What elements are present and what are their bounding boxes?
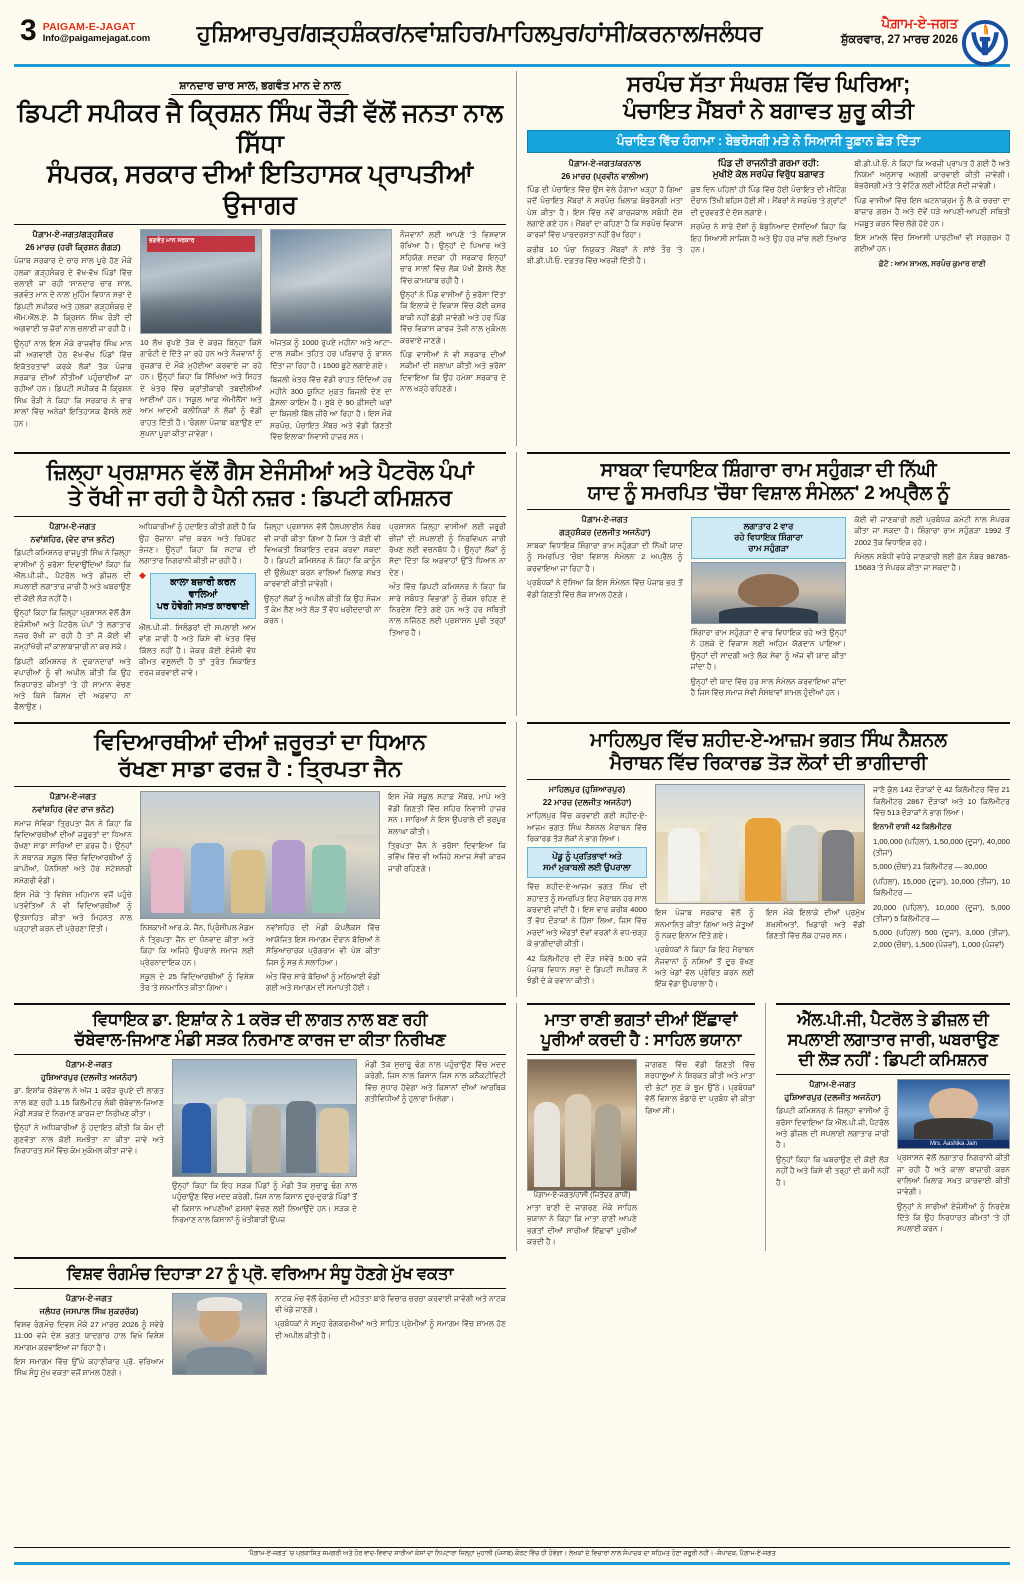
article1-headline-line1: ਡਿਪਟੀ ਸਪੀਕਰ ਜੈ ਕ੍ਰਿਸ਼ਨ ਸਿੰਘ ਰੌੜੀ ਵੱਲੋਂ ਜਨਤਾ ਨਾਲ ਸਿੱਧਾ [17, 99, 503, 158]
article1-col4-p3: ਪਿੰਡ ਵਾਸੀਆਂ ਨੇ ਵੀ ਸਰਕਾਰ ਦੀਆਂ ਸਕੀਮਾਂ ਦੀ ਸ਼ਲਾਘਾ ਕੀਤੀ ਅਤੇ ਭਰੋਸਾ ਦਿਵਾਇਆ ਕਿ ਉਹ ਹਮੇਸ਼ਾ ਸਰਕਾਰ ਦੇ ਨਾਲ ਖੜ੍ਹੇ ਰਹਿਣਗੇ। [400, 349, 506, 394]
article6-col3-p3: ਇਸ ਮਾਮਲੇ ਵਿੱਚ ਸਿਆਸੀ ਪਾਰਟੀਆਂ ਵੀ ਸਰਗਰਮ ਹੋ ਗਈਆਂ ਹਨ। [854, 233, 1011, 254]
article8-col-2 [655, 784, 865, 993]
article6-col-1 [527, 158, 683, 273]
article3-headline-line2: ਰੱਖਣਾ ਸਾਡਾ ਫਰਜ਼ ਹੈ : ਤ੍ਰਿਪਤਾ ਜੈਨ [118, 755, 402, 781]
article1-photo-banner: ਭਗਵੰਤ ਮਾਨ ਸਰਕਾਰ [149, 238, 195, 244]
article6-col1-p1: ਪਿੰਡ ਦੀ ਪੰਚਾਇਤ ਵਿੱਚ ਉਸ ਵੇਲੇ ਹੰਗਾਮਾ ਖੜ੍ਹਾ ਹੋ ਗਿਆ ਜਦੋਂ ਪੰਚਾਇਤ ਮੈਂਬਰਾਂ ਨੇ ਸਰਪੰਚ ਖ਼ਿਲਾਫ਼ ਬੇਭਰੋਸਗੀ ਮਤਾ ਪੇਸ਼ ਕੀਤਾ ਹੈ। ਇਸ ਵਿੱਚ ਨਵੇਂ ਕਾਰਜਕਾਲ ਸਬੰਧੀ ਦੋਸ਼ ਲਗਾਏ ਗਏ ਹਨ। ਮੈਂਬਰਾਂ ਦਾ ਕਹਿਣਾ ਹੈ ਕਿ ਸਰਪੰਚ ਵਿਕਾਸ ਕਾਰਜਾਂ ਵਿੱਚ ਪਾਰਦਰਸ਼ਤਾ ਨਹੀਂ ਰੱਖ ਰਿਹਾ। [527, 184, 683, 240]
article8-highlight-box [527, 847, 647, 878]
article8-col1-p2: ਵਿੱਚ ਸ਼ਹੀਦ-ਏ-ਆਜ਼ਮ ਭਗਤ ਸਿੰਘ ਦੀ ਸ਼ਹਾਦਤ ਨੂੰ ਸਮਰਪਿਤ ਇਹ ਮੈਰਾਥਨ ਹਰ ਸਾਲ ਕਰਵਾਈ ਜਾਂਦੀ ਹੈ। ਇਸ ਵਾਰ ਕਰੀਬ 4000 ਤੋਂ ਵੱਧ ਦੌੜਾਕਾਂ ਨੇ ਹਿੱਸਾ ਲਿਆ, ਜਿਸ ਵਿੱਚ ਮਰਦਾਂ ਅਤੇ ਔਰਤਾਂ ਦੋਵਾਂ ਵਰਗਾਂ ਨੇ ਵਧ-ਚੜ੍ਹ ਕੇ ਭਾਗੀਦਾਰੀ ਕੀਤੀ। [527, 882, 647, 949]
article7-headline-line2: ਯਾਦ ਨੂੰ ਸਮਰਪਿਤ 'ਚੌਥਾ ਵਿਸ਼ਾਲ ਸੰਮੇਲਨ' 2 ਅਪ੍ਰੈਲ ਨੂੰ [587, 482, 950, 504]
article9-col1-p1: ਮਾਤਾ ਰਾਣੀ ਦੇ ਜਾਗਰਣ ਮੌਕੇ ਸਾਹਿਲ ਭਯਾਨਾ ਨੇ ਕਿਹਾ ਕਿ ਮਾਤਾ ਰਾਣੀ ਆਪਣੇ ਭਗਤਾਂ ਦੀਆਂ ਸਾਰੀਆਂ ਇੱਛਾਵਾਂ ਪੂਰੀਆਂ ਕਰਦੀ ਹੈ। [527, 1203, 637, 1247]
article3-byline-line1: ਪੈਗ਼ਾਮ-ਏ-ਜਗਤ [49, 792, 97, 802]
article1-col2-p1: 10 ਲੱਖ ਰੁਪਏ ਤੱਕ ਦੇ ਕਰਜ਼ ਬਿਨ੍ਹਾ ਕਿਸੇ ਗਾਰੰਟੀ ਦੇ ਦਿੱਤੇ ਜਾ ਰਹੇ ਹਨ ਅਤੇ ਨੌਜਵਾਨਾਂ ਨੂੰ ਰੁਜ਼ਗਾਰ ਦੇ ਮੌਕੇ ਮੁਹੱਈਆ ਕਰਵਾਏ ਜਾ ਰਹੇ ਹਨ। ਉਨ੍ਹਾਂ ਕਿਹਾ ਕਿ ਸਿੱਖਿਆ ਅਤੇ ਸਿਹਤ ਦੇ ਖੇਤਰ ਵਿੱਚ ਕ੍ਰਾਂਤੀਕਾਰੀ ਤਬਦੀਲੀਆਂ ਆਈਆਂ ਹਨ। 'ਸਕੂਲ ਆਫ਼ ਐਮੀਨੈਂਸ' ਅਤੇ ਆਮ ਆਦਮੀ ਕਲੀਨਿਕਾਂ ਨੇ ਲੋਕਾਂ ਨੂੰ ਵੱਡੀ ਰਾਹਤ ਦਿੱਤੀ ਹੈ। 'ਰੰਗਲਾ ਪੰਜਾਬ' ਬਣਾਉਣ ਦਾ ਸੁਪਨਾ ਪੂਰਾ ਕੀਤਾ ਜਾਵੇਗਾ। [140, 338, 262, 439]
article6-subnote-line1: ਪਿੰਡ ਦੀ ਰਾਜਨੀਤੀ ਗਰਮਾ ਰਹੀ: [717, 157, 820, 168]
article4-road-inspection-photo [172, 1059, 357, 1177]
article6-signoff: ਫ਼ੋਟੋ : ਆਮ ਸ਼ਾਮਲ, ਸਰਪੰਚ ਕੁਮਾਰ ਰਾਣੀ [878, 258, 986, 268]
article2-bullet-line2: ਪਰ ਹੋਵੇਗੀ ਸਖ਼ਤ ਕਾਰਵਾਈ [156, 601, 250, 613]
article2-col2-p1: ਅਧਿਕਾਰੀਆਂ ਨੂੰ ਹਦਾਇਤ ਕੀਤੀ ਗਈ ਹੈ ਕਿ ਉਹ ਰੋਜ਼ਾਨਾ ਜਾਂਚ ਕਰਨ ਅਤੇ ਰਿਪੋਰਟ ਭੇਜਣ। ਉਨ੍ਹਾਂ ਕਿਹਾ ਕਿ ਸਟਾਕ ਦੀ ਲਗਾਤਾਰ ਨਿਗਰਾਨੀ ਕੀਤੀ ਜਾ ਰਹੀ ਹੈ। [139, 522, 256, 566]
article10-byline-line1: ਪੈਗ਼ਾਮ-ਏ-ਜਗਤ [809, 1080, 856, 1090]
article10-col1-p1: ਡਿਪਟੀ ਕਮਿਸ਼ਨਰ ਨੇ ਜ਼ਿਲ੍ਹਾ ਵਾਸੀਆਂ ਨੂੰ ਭਰੋਸਾ ਦਿਵਾਇਆ ਕਿ ਐੱਲ.ਪੀ.ਜੀ, ਪੈਟਰੋਲ ਅਤੇ ਡੀਜ਼ਲ ਦੀ ਸਪਲਾਈ ਲਗਾਤਾਰ ਜਾਰੀ ਹੈ। [776, 1106, 889, 1150]
article8-headline-line1: ਮਾਹਿਲਪੁਰ ਵਿੱਚ ਸ਼ਹੀਦ-ਏ-ਆਜ਼ਮ ਭਗਤ ਸਿੰਘ ਨੈਸ਼ਨਲ [590, 729, 947, 751]
article2-col4-p2: ਅੰਤ ਵਿੱਚ ਡਿਪਟੀ ਕਮਿਸ਼ਨਰ ਨੇ ਕਿਹਾ ਕਿ ਸਾਰੇ ਸਬੰਧਤ ਵਿਭਾਗਾਂ ਨੂੰ ਚੌਕਸ ਰਹਿਣ ਦੇ ਨਿਰਦੇਸ਼ ਦਿੱਤੇ ਗਏ ਹਨ ਅਤੇ ਹਰ ਸਥਿਤੀ ਨਾਲ ਨਜਿੱਠਣ ਲਈ ਪ੍ਰਸ਼ਾਸਨ ਪੂਰੀ ਤਰ੍ਹਾਂ ਤਿਆਰ ਹੈ। [389, 582, 506, 637]
article6-subnote-line2: ਮੁਖੀਏ ਕੋਲ ਸਰਪੰਚ ਵਿਰੁੱਧ ਬਗਾਵਤ [712, 169, 825, 180]
article4-byline-line1: ਪੈਗ਼ਾਮ-ਏ-ਜਗਤ [65, 1060, 113, 1070]
article3-col1-p1: ਸਮਾਜ ਸੇਵਿਕਾ ਤ੍ਰਿਪਤਾ ਜੈਨ ਨੇ ਕਿਹਾ ਕਿ ਵਿਦਿਆਰਥੀਆਂ ਦੀਆਂ ਜ਼ਰੂਰਤਾਂ ਦਾ ਧਿਆਨ ਰੱਖਣਾ ਸਾਡਾ ਸਾਰਿਆਂ ਦਾ ਫ਼ਰਜ਼ ਹੈ। ਉਨ੍ਹਾਂ ਨੇ ਸਥਾਨਕ ਸਕੂਲ ਵਿੱਚ ਵਿਦਿਆਰਥੀਆਂ ਨੂੰ ਕਾਪੀਆਂ, ਪੈਨਸਿਲਾਂ ਅਤੇ ਹੋਰ ਸਟੇਸ਼ਨਰੀ ਸਮੱਗਰੀ ਵੰਡੀ। [14, 818, 132, 885]
article7-col2-p2: ਉਨ੍ਹਾਂ ਦੀ ਯਾਦ ਵਿੱਚ ਹਰ ਸਾਲ ਸੰਮੇਲਨ ਕਰਵਾਇਆ ਜਾਂਦਾ ਹੈ ਜਿਸ ਵਿੱਚ ਸਮਾਜ ਸੇਵੀ ਸੰਸਥਾਵਾਂ ਸ਼ਾਮਲ ਹੁੰਦੀਆਂ ਹਨ। [690, 676, 847, 697]
article-gas-agencies-watch [14, 452, 506, 716]
article1-col-3 [270, 229, 392, 446]
article2-bullet-line1: ਕਾਲਾ ਬਜ਼ਾਰੀ ਕਰਨ ਵਾਲਿਆਂ [170, 576, 236, 601]
article1-photo-gathering [270, 229, 392, 334]
article3-col1-p2: ਇਸ ਮੌਕੇ 'ਤੇ ਵਿਸ਼ੇਸ਼ ਮਹਿਮਾਨ ਵਜੋਂ ਪਹੁੰਚੇ ਪਤਵੰਤਿਆਂ ਨੇ ਵੀ ਵਿਦਿਆਰਥੀਆਂ ਨੂੰ ਉਤਸ਼ਾਹਿਤ ਕੀਤਾ ਅਤੇ ਮਿਹਨਤ ਨਾਲ ਪੜ੍ਹਾਈ ਕਰਨ ਦੀ ਪ੍ਰੇਰਣਾ ਦਿੱਤੀ। [14, 889, 132, 934]
article7-portrait-photo [691, 562, 847, 624]
footer-disclaimer: 'ਪੈਗ਼ਾਮ-ਏ-ਜਗਤ' 'ਚ ਪ੍ਰਕਾਸ਼ਿਤ ਸਮਗਰੀ ਅਤੇ ਹੋਰ ਵਾਦ-ਵਿਵਾਦ ਸਾਰੀਆਂ ਕੇਸਾਂ ਦਾ ਨਿਪਟਾਰਾ ਜ਼ਿਲ੍ਹਾ ਮੁਹਾਲੀ (ਪੰਜਾਬ) ਕੋਰਟ ਵਿੱਚ ਹੀ ਹੋਵੇਗਾ। ਲੇਖਕਾਂ ਦੇ ਵਿਚਾਰਾਂ ਨਾਲ ਸੰਪਾਦਕ ਦਾ ਸਹਿਮਤ ਹੋਣਾ ਜ਼ਰੂਰੀ ਨਹੀਂ। -ਸੰਪਾਦਕ, ਪੈਗ਼ਾਮ-ਏ-ਜਗਤ [248, 1550, 776, 1557]
article9-col-1 [527, 1059, 637, 1251]
article10-col-1 [776, 1079, 889, 1238]
article8-prize-4: 5,000 (ਪਹਿਲਾ) 500 (ਦੂਜਾ), 3,000 (ਤੀਜਾ), 2,000 (ਚੌਥਾ), 1,500 (ਪੰਜਵਾਂ), 1,000 (ਪੰਜਵਾਂ) [873, 928, 1010, 949]
article2-byline-line2: ਨਵਾਂਸ਼ਹਿਰ, (ਵੇਦ ਰਾਜ ਭਨੋਟ) [30, 535, 115, 545]
article6-byline-line1: ਪੈਗ਼ਾਮ-ਏ-ਜਗਤ/ਕਰਨਾਲ [568, 158, 642, 168]
article1-col4-p2: ਉਨ੍ਹਾਂ ਨੇ ਪਿੰਡ ਵਾਸੀਆਂ ਨੂੰ ਭਰੋਸਾ ਦਿੱਤਾ ਕਿ ਇਲਾਕੇ ਦੇ ਵਿਕਾਸ ਵਿੱਚ ਕੋਈ ਕਸਰ ਬਾਕੀ ਨਹੀਂ ਛੱਡੀ ਜਾਵੇਗੀ ਅਤੇ ਹਰ ਪਿੰਡ ਵਿੱਚ ਵਿਕਾਸ ਕਾਰਜ ਤੇਜ਼ੀ ਨਾਲ ਮੁਕੰਮਲ ਕਰਵਾਏ ਜਾਣਗੇ। [400, 289, 506, 345]
article9-jagran-photo [527, 1059, 637, 1191]
article3-col4-p2: ਤ੍ਰਿਪਤਾ ਜੈਨ ਨੇ ਭਰੋਸਾ ਦਿਵਾਇਆ ਕਿ ਭਵਿੱਖ ਵਿੱਚ ਵੀ ਅਜਿਹੇ ਸਮਾਜ ਸੇਵੀ ਕਾਰਜ ਜਾਰੀ ਰਹਿਣਗੇ। [388, 840, 506, 873]
publication-logo-text: ਪੈਗ਼ਾਮ-ਏ-ਜਗਤ [881, 15, 958, 31]
article4-headline-line2: ਚੱਬੇਵਾਲ-ਜਿਆਣ ਮੰਡੀ ਸੜਕ ਨਿਰਮਾਣ ਕਾਰਜ ਦਾ ਕੀਤਾ ਨਿਰੀਖਣ [74, 1030, 446, 1049]
article-chabbewal-road [14, 1003, 506, 1251]
article1-columns [14, 229, 506, 446]
article3-col-1 [14, 791, 132, 996]
article9-headline-line1: ਮਾਤਾ ਰਾਣੀ ਭਗਤਾਂ ਦੀਆਂ ਇੱਛਾਵਾਂ [544, 1010, 738, 1029]
article2-col4-p1: ਪ੍ਰਸ਼ਾਸਨ ਜ਼ਿਲ੍ਹਾ ਵਾਸੀਆਂ ਲਈ ਜ਼ਰੂਰੀ ਚੀਜ਼ਾਂ ਦੀ ਸਪਲਾਈ ਨੂੰ ਨਿਰਵਿਘਨ ਜਾਰੀ ਰੱਖਣ ਲਈ ਵਚਨਬੱਧ ਹੈ। ਉਨ੍ਹਾਂ ਲੋਕਾਂ ਨੂੰ ਸੱਦਾ ਦਿੱਤਾ ਕਿ ਅਫ਼ਵਾਹਾਂ ਉੱਤੇ ਧਿਆਨ ਨਾ ਦੇਣ। [389, 522, 506, 577]
article3-col-2 [140, 791, 380, 996]
article10-byline-line2: ਹੁਸ਼ਿਆਰਪੁਰ (ਦਲਜੀਤ ਅਜਨੋਹਾ) [784, 1093, 881, 1103]
article1-byline-line2: 26 ਮਾਰਚ (ਹਰੀ ਕ੍ਰਿਸ਼ਨ ਗੰਗੜ) [25, 243, 121, 253]
article5-col-1 [14, 1293, 164, 1382]
masthead-right [795, 16, 1010, 47]
article2-col-4 [389, 521, 506, 716]
article2-highlight-box [150, 573, 256, 619]
article7-byline-line2: ਗੜ੍ਹਸ਼ੰਕਰ (ਦਲਜੀਤ ਅਜਨੋਹਾ) [559, 527, 651, 537]
article7-col1-p2: ਪ੍ਰਬੰਧਕਾਂ ਨੇ ਦੱਸਿਆ ਕਿ ਇਸ ਸੰਮੇਲਨ ਵਿੱਚ ਪੰਜਾਬ ਭਰ ਤੋਂ ਵੱਡੀ ਗਿਣਤੀ ਵਿੱਚ ਲੋਕ ਸ਼ਾਮਲ ਹੋਣਗੇ। [527, 578, 683, 599]
article8-bullet-line1: ਪੇਂਡੂ ਨੂੰ ਪ੍ਰਤਿਭਾਵਾਂ ਅਤੇ [552, 851, 622, 862]
publication-name-small: PAIGAM-E-JAGAT [42, 20, 136, 33]
article9-columns [527, 1059, 755, 1251]
article8-col1-p3: 42 ਕਿਲੋਮੀਟਰ ਦੀ ਦੌੜ ਸਵੇਰੇ 5:00 ਵਜੇ ਪੰਜਾਬ ਵਿਧਾਨ ਸਭਾ ਦੇ ਡਿਪਟੀ ਸਪੀਕਰ ਨੇ ਝੰਡੀ ਦੇ ਕੇ ਰਵਾਨਾ ਕੀਤੀ। [527, 953, 647, 986]
article5-col1-p1: ਵਿਸ਼ਵ ਰੰਗਮੰਚ ਦਿਵਸ ਮੌਕੇ 27 ਮਾਰਚ 2026 ਨੂੰ ਸਵੇਰੇ 11:00 ਵਜੇ ਦੇਸ਼ ਭਗਤ ਯਾਦਗਾਰ ਹਾਲ ਵਿਖੇ ਵਿਸ਼ੇਸ਼ ਸਮਾਗਮ ਕਰਵਾਇਆ ਜਾ ਰਿਹਾ ਹੈ। [14, 1319, 164, 1352]
article6-col3-p2: ਪਿੰਡ ਵਾਸੀਆਂ ਵਿੱਚ ਇਸ ਘਟਨਾਕ੍ਰਮ ਨੂੰ ਲੈ ਕੇ ਚਰਚਾ ਦਾ ਬਾਜ਼ਾਰ ਗਰਮ ਹੈ ਅਤੇ ਦੋਵੇਂ ਧੜੇ ਆਪਣੀ-ਆਪਣੀ ਸਥਿਤੀ ਮਜ਼ਬੂਤ ਕਰਨ ਵਿੱਚ ਲੱਗੇ ਹੋਏ ਹਨ। [854, 195, 1011, 228]
article1-col3-p2: ਬਿਜਲੀ ਖੇਤਰ ਵਿੱਚ ਵੱਡੀ ਰਾਹਤ ਦਿੰਦਿਆਂ ਹਰ ਮਹੀਨੇ 300 ਯੂਨਿਟ ਮੁਫ਼ਤ ਬਿਜਲੀ ਦੇਣ ਦਾ ਫ਼ੈਸਲਾ ਕਾਇਮ ਹੈ। ਸੂਬੇ ਦੇ 90 ਫ਼ੀਸਦੀ ਘਰਾਂ ਦਾ ਬਿਜਲੀ ਬਿੱਲ ਜ਼ੀਰੋ ਆ ਰਿਹਾ ਹੈ। ਇਸ ਮੌਕੇ ਸਰਪੰਚ, ਪੰਚਾਇਤ ਮੈਂਬਰ ਅਤੇ ਵੱਡੀ ਗਿਣਤੀ ਵਿੱਚ ਇਲਾਕਾ ਨਿਵਾਸੀ ਹਾਜ਼ਰ ਸਨ। [270, 375, 392, 442]
article-sarpanch-power-struggle [516, 71, 1010, 446]
article8-prize-2: (ਪਹਿਲਾ), 15,000 (ਦੂਜਾ), 10,000 (ਤੀਜਾ), 10 ਕਿਲੋਮੀਟਰ — [873, 876, 1010, 898]
article8-prizes-intro: ਜਾਣੋ ਕੁੱਲ 142 ਦੌੜਾਕਾਂ ਦੇ 42 ਕਿਲੋਮੀਟਰ ਵਿੱਚ 21 ਕਿਲੋਮੀਟਰ 2867 ਦੌੜਾਕਾਂ ਅਤੇ 10 ਕਿਲੋਮੀਟਰ ਵਿੱਚ 513 ਦੌੜਾਕਾਂ ਨੇ ਭਾਗ ਲਿਆ। [873, 785, 1010, 817]
article10-col2-p2: ਉਨ੍ਹਾਂ ਨੇ ਸਾਰੀਆਂ ਏਜੰਸੀਆਂ ਨੂੰ ਨਿਰਦੇਸ਼ ਦਿੱਤੇ ਕਿ ਉਹ ਨਿਰਧਾਰਤ ਕੀਮਤਾਂ 'ਤੇ ਹੀ ਸਪਲਾਈ ਕਰਨ। [897, 1201, 1010, 1234]
contact-email: Info@paigamejagat.com [42, 32, 151, 44]
article7-bullet-line2: ਰਹੇ ਵਿਧਾਇਕ ਸ਼ਿੰਗਾਰਾ [734, 531, 803, 542]
article7-col-2 [691, 514, 847, 701]
article6-col1-p2: ਕਰੀਬ 10 'ਪੰਚ' ਨਿਯੁਕਤ ਮੈਂਬਰਾਂ ਨੇ ਸਾਂਝੇ ਤੌਰ 'ਤੇ ਬੀ.ਡੀ.ਪੀ.ਓ. ਦਫ਼ਤਰ ਵਿੱਚ ਅਰਜ਼ੀ ਦਿੱਤੀ ਹੈ। [527, 244, 683, 266]
article5-col1-p2: ਇਸ ਸਮਾਗਮ ਵਿੱਚ ਉੱਘੇ ਕਹਾਣੀਕਾਰ ਪ੍ਰੋ. ਵਰਿਆਮ ਸਿੰਘ ਸੰਧੂ ਮੁੱਖ ਵਕਤਾ ਵਜੋਂ ਸ਼ਾਮਲ ਹੋਣਗੇ। [14, 1357, 164, 1378]
article1-kicker-wrap [14, 76, 506, 95]
article3-col-4 [388, 791, 506, 996]
article1-col-4 [400, 229, 506, 446]
article1-byline-line1: ਪੈਗ਼ਾਮ-ਏ-ਜਗਤ/ਗੜ੍ਹਸ਼ੰਕਰ [32, 230, 114, 239]
article-lpg-supply [765, 1003, 1010, 1251]
article5-byline-line1: ਪੈਗ਼ਾਮ-ਏ-ਜਗਤ [65, 1293, 113, 1303]
article1-col-2 [140, 229, 262, 446]
article6-col3-p1: ਬੀ.ਡੀ.ਪੀ.ਓ. ਨੇ ਕਿਹਾ ਕਿ ਅਰਜ਼ੀ ਪ੍ਰਾਪਤ ਹੋ ਗਈ ਹੈ ਅਤੇ ਨਿਯਮਾਂ ਅਨੁਸਾਰ ਅਗਲੀ ਕਾਰਵਾਈ ਕੀਤੀ ਜਾਵੇਗੀ। ਬੇਭਰੋਸਗੀ ਮਤੇ 'ਤੇ ਵੋਟਿੰਗ ਲਈ ਮੀਟਿੰਗ ਸੱਦੀ ਜਾਵੇਗੀ। [854, 158, 1011, 191]
page-number: 3 [20, 13, 37, 47]
article5-portrait-wrap [172, 1293, 267, 1382]
article-mata-rani-jagran [516, 1003, 755, 1251]
article8-bullet-line2: ਸਮਾਂ ਮੁਕਾਬਲੀ ਲਈ ਉਪਰਾਲਾ [543, 862, 631, 873]
edition-list: ਹੁਸ਼ਿਆਰਪੁਰ/ਗੜ੍ਹਸ਼ੰਕਰ/ਨਵਾਂਸ਼ਹਿਰ/ਮਾਹਿਲਪੁਰ/ਹਾਂਸੀ/ਕਰਨਾਲ/ਜਲੰਧਰ [196, 19, 763, 46]
article10-col1-p2: ਉਨ੍ਹਾਂ ਕਿਹਾ ਕਿ ਘਬਰਾਉਣ ਦੀ ਕੋਈ ਲੋੜ ਨਹੀਂ ਹੈ ਅਤੇ ਕਿਸੇ ਵੀ ਤਰ੍ਹਾਂ ਦੀ ਕਮੀ ਨਹੀਂ ਹੈ। [776, 1154, 889, 1187]
article6-subbar: ਪੰਚਾਇਤ ਵਿੱਚ ਹੰਗਾਮਾ : ਬੇਭਰੋਸਗੀ ਮਤੇ ਨੇ ਸਿਆਸੀ ਤੂਫ਼ਾਨ ਛੇੜ ਦਿੱਤਾ [527, 130, 1010, 153]
article4-col-3 [365, 1059, 506, 1229]
article6-headline-line1: ਸਰਪੰਚ ਸੱਤਾ ਸੰਘਰਸ਼ ਵਿੱਚ ਘਿਰਿਆ; [626, 71, 911, 96]
article8-columns [527, 784, 1010, 993]
article6-col2-p2: ਸਰਪੰਚ ਨੇ ਸਾਰੇ ਦੋਸ਼ਾਂ ਨੂੰ ਬੇਬੁਨਿਆਦ ਦੱਸਦਿਆਂ ਕਿਹਾ ਕਿ ਇਹ ਸਿਆਸੀ ਸਾਜ਼ਿਸ਼ ਹੈ ਅਤੇ ਉਹ ਹਰ ਜਾਂਚ ਲਈ ਤਿਆਰ ਹਨ। [690, 222, 847, 254]
article8-col-prizes [873, 784, 1010, 993]
article8-headline-line2: ਮੈਰਾਥਨ ਵਿੱਚ ਰਿਕਾਰਡ ਤੋੜ ਲੋਕਾਂ ਦੀ ਭਾਗੀਦਾਰੀ [609, 752, 928, 774]
article10-headline-line3: ਦੀ ਲੋੜ ਨਹੀਂ : ਡਿਪਟੀ ਕਮਿਸ਼ਨਰ [798, 1051, 988, 1070]
article2-col1-p1: ਡਿਪਟੀ ਕਮਿਸ਼ਨਰ ਰਾਜਪੂਤੀ ਸਿੰਘ ਨੇ ਜ਼ਿਲ੍ਹਾ ਵਾਸੀਆਂ ਨੂੰ ਭਰੋਸਾ ਦਿਵਾਉਂਦਿਆਂ ਕਿਹਾ ਕਿ ਐੱਲ.ਪੀ.ਜੀ., ਪੈਟਰੋਲ ਅਤੇ ਡੀਜ਼ਲ ਦੀ ਸਪਲਾਈ ਲਗਾਤਾਰ ਜਾਰੀ ਹੈ ਅਤੇ ਘਬਰਾਉਣ ਦੀ ਕੋਈ ਲੋੜ ਨਹੀਂ ਹੈ। [14, 548, 131, 603]
masthead-rule [14, 64, 1010, 67]
article1-headline-line2: ਸੰਪਰਕ, ਸਰਕਾਰ ਦੀਆਂ ਇਤਿਹਾਸਕ ਪ੍ਰਾਪਤੀਆਂ ਉਜਾਗਰ [47, 160, 473, 219]
article9-col-2 [645, 1059, 755, 1251]
masthead [14, 0, 1010, 62]
article5-columns [14, 1293, 506, 1382]
article7-byline-line1: ਪੈਗ਼ਾਮ-ਏ-ਜਗਤ [581, 514, 629, 524]
article7-bullet-line1: ਲਗਾਤਾਰ 2 ਵਾਰ [743, 520, 794, 531]
article5-speaker-portrait [172, 1293, 267, 1375]
article8-byline-line1: ਮਾਹਿਲਪੁਰ (ਹੁਸ਼ਿਆਰਪੁਰ) [548, 785, 626, 795]
article8-byline-line2: 22 ਮਾਰਚ (ਦਲਜੀਤ ਅਜਨੋਹਾ) [542, 798, 632, 808]
article4-columns [14, 1059, 506, 1229]
article6-col2-p1: ਕੁਝ ਦਿਨ ਪਹਿਲਾਂ ਹੀ ਪਿੰਡ ਵਿੱਚ ਹੋਈ ਪੰਚਾਇਤ ਦੀ ਮੀਟਿੰਗ ਦੌਰਾਨ ਤਿੱਖੀ ਬਹਿਸ ਹੋਈ ਸੀ। ਮੈਂਬਰਾਂ ਨੇ ਸਰਪੰਚ 'ਤੇ ਗ੍ਰਾਂਟਾਂ ਦੀ ਦੁਰਵਰਤੋਂ ਦੇ ਦੋਸ਼ ਲਗਾਏ। [690, 185, 847, 217]
article1-col-1 [14, 229, 132, 446]
article4-col2-p1: ਉਨ੍ਹਾਂ ਕਿਹਾ ਕਿ ਇਹ ਸੜਕ ਪਿੰਡਾਂ ਨੂੰ ਮੰਡੀ ਤੱਕ ਸੁਚਾਰੂ ਢੰਗ ਨਾਲ ਪਹੁੰਚਾਉਣ ਵਿੱਚ ਮਦਦ ਕਰੇਗੀ, ਜਿਸ ਨਾਲ ਕਿਸਾਨ ਦੂਰ-ਦੁਰਾਡੇ ਪਿੰਡਾਂ ਤੋਂ ਵੀ ਕਿਸਾਨ ਆਪਣੀਆਂ ਫ਼ਸਲਾਂ ਵੇਚਣ ਲਈ ਲਿਆਉਂਦੇ ਹਨ। ਸੜਕ ਦੇ ਨਿਰਮਾਣ ਨਾਲ ਕਿਸਾਨਾਂ ਨੂੰ ਖੇਤੀਬਾੜੀ ਉਪਜ [172, 1181, 357, 1225]
article1-kicker: ਸ਼ਾਨਦਾਰ ਚਾਰ ਸਾਲ, ਭਗਵੰਤ ਮਾਨ ਦੇ ਨਾਲ [171, 80, 349, 95]
article2-col3-p2: ਉਨ੍ਹਾਂ ਲੋਕਾਂ ਨੂੰ ਅਪੀਲ ਕੀਤੀ ਕਿ ਉਹ ਸੰਜਮ ਤੋਂ ਕੰਮ ਲੈਣ ਅਤੇ ਲੋੜ ਤੋਂ ਵੱਧ ਖ਼ਰੀਦਦਾਰੀ ਨਾ ਕਰਨ। [264, 593, 381, 626]
article5-col-2 [275, 1293, 506, 1382]
article10-dc-portrait [897, 1079, 1010, 1149]
masthead-left [14, 13, 164, 47]
article2-bullet-row [139, 570, 256, 622]
article9-caption: ਪੈਗ਼ਾਮ-ਏ-ਜਗਤ/ਹਾਂਸੀ (ਜਿਤੇਂਦਰ ਗਾਂਧੀ) [533, 1192, 631, 1200]
article7-col3-p2: ਸੰਮੇਲਨ ਸਬੰਧੀ ਵਧੇਰੇ ਜਾਣਕਾਰੀ ਲਈ ਫ਼ੋਨ ਨੰਬਰ 98785-15683 'ਤੇ ਸੰਪਰਕ ਕੀਤਾ ਜਾ ਸਕਦਾ ਹੈ। [854, 552, 1011, 573]
article7-col-3 [854, 514, 1010, 701]
page-footer [14, 1547, 1010, 1565]
article4-col1-p1: ਡਾ. ਇਸ਼ਾਂਕ ਚੱਬੇਵਾਲ ਨੇ ਅੱਜ 1 ਕਰੋੜ ਰੁਪਏ ਦੀ ਲਾਗਤ ਨਾਲ ਬਣ ਰਹੀ 1.15 ਕਿਲੋਮੀਟਰ ਲੰਬੀ ਚੱਬੇਵਾਲ-ਜਿਆਣ ਮੰਡੀ ਸੜਕ ਦੇ ਨਿਰਮਾਣ ਕਾਰਜ ਦਾ ਨਿਰੀਖਣ ਕੀਤਾ। [14, 1086, 164, 1118]
torch-logo-icon [962, 20, 1008, 66]
article6-byline-line2: 26 ਮਾਰਚ (ਪ੍ਰਵੀਨ ਵਾਲੀਆ) [561, 171, 649, 181]
article6-col-3 [854, 158, 1010, 273]
article8-col-1 [527, 784, 647, 993]
article9-headline-line2: ਪੂਰੀਆਂ ਕਰਦੀ ਹੈ : ਸਾਹਿਲ ਭਯਾਨਾ [540, 1030, 742, 1049]
article7-bullet-line3: ਰਾਮ ਸਹੁੰਗੜਾ [748, 542, 789, 553]
article10-columns [776, 1079, 1010, 1238]
article2-col1-p3: ਡਿਪਟੀ ਕਮਿਸ਼ਨਰ ਨੇ ਦੁਕਾਨਦਾਰਾਂ ਅਤੇ ਵਪਾਰੀਆਂ ਨੂੰ ਵੀ ਅਪੀਲ ਕੀਤੀ ਕਿ ਉਹ ਨਿਰਧਾਰਤ ਕੀਮਤਾਂ 'ਤੇ ਹੀ ਸਾਮਾਨ ਵੇਚਣ ਅਤੇ ਕਿਸੇ ਕਿਸਮ ਦੀ ਅਫ਼ਵਾਹ ਨਾ ਫੈਲਾਉਣ। [14, 656, 131, 712]
article8-col2-p3: ਇਸ ਮੌਕੇ ਇਲਾਕੇ ਦੀਆਂ ਪ੍ਰਮੁੱਖ ਸ਼ਖ਼ਸੀਅਤਾਂ, ਖਿਡਾਰੀ ਅਤੇ ਵੱਡੀ ਗਿਣਤੀ ਵਿੱਚ ਲੋਕ ਹਾਜ਼ਰ ਸਨ। [766, 908, 865, 940]
article3-col4-p1: ਇਸ ਮੌਕੇ ਸਕੂਲ ਸਟਾਫ਼ ਮੈਂਬਰ, ਮਾਪੇ ਅਤੇ ਵੱਡੀ ਗਿਣਤੀ ਵਿੱਚ ਸ਼ਹਿਰ ਨਿਵਾਸੀ ਹਾਜ਼ਰ ਸਨ। ਸਾਰਿਆਂ ਨੇ ਇਸ ਉਪਰਾਲੇ ਦੀ ਭਰਪੂਰ ਸ਼ਲਾਘਾ ਕੀਤੀ। [388, 792, 506, 836]
article3-byline-line2: ਨਵਾਂਸ਼ਹਿਰ (ਵੇਦ ਰਾਜ ਭਨੋਟ) [32, 805, 114, 815]
article8-col1-p1: ਮਾਹਿਲਪੁਰ ਵਿੱਚ ਕਰਵਾਈ ਗਈ ਸ਼ਹੀਦ-ਏ-ਆਜ਼ਮ ਭਗਤ ਸਿੰਘ ਨੈਸ਼ਨਲ ਮੈਰਾਥਨ ਵਿੱਚ ਰਿਕਾਰਡ ਤੋੜ ਲੋਕਾਂ ਨੇ ਭਾਗ ਲਿਆ। [527, 811, 647, 844]
article8-award-photo [655, 784, 865, 904]
article8-col2-p2: ਪ੍ਰਬੰਧਕਾਂ ਨੇ ਕਿਹਾ ਕਿ ਇਹ ਮੈਰਾਥਨ ਨੌਜਵਾਨਾਂ ਨੂੰ ਨਸ਼ਿਆਂ ਤੋਂ ਦੂਰ ਰੱਖਣ ਅਤੇ ਖੇਡਾਂ ਵੱਲ ਪ੍ਰੇਰਿਤ ਕਰਨ ਲਈ ਇੱਕ ਵੱਡਾ ਉਪਰਾਲਾ ਹੈ। [655, 945, 754, 989]
article6-columns [527, 158, 1010, 273]
article2-byline-line1: ਪੈਗ਼ਾਮ-ਏ-ਜਗਤ [49, 522, 96, 532]
article3-col2-p2: ਸਕੂਲ ਦੇ 25 ਵਿਦਿਆਰਥੀਆਂ ਨੂੰ ਵਿਸ਼ੇਸ਼ ਤੌਰ 'ਤੇ ਸਨਮਾਨਿਤ ਕੀਤਾ ਗਿਆ। [140, 971, 254, 993]
article4-byline-line2: ਹੁਸ਼ਿਆਰਪੁਰ (ਦਲਜੀਤ ਅਜਨੋਹਾ) [40, 1073, 138, 1083]
article-bhagat-singh-marathon [516, 722, 1010, 997]
article-shingara-ram-convention [516, 452, 1010, 716]
article2-col-3 [264, 521, 381, 716]
article3-columns [14, 791, 506, 996]
article1-col1-p1: ਪੰਜਾਬ ਸਰਕਾਰ ਦੇ ਚਾਰ ਸਾਲ ਪੂਰੇ ਹੋਣ ਮੌਕੇ ਹਲਕਾ ਗੜ੍ਹਸ਼ੰਕਰ ਦੇ ਵੱਖ-ਵੱਖ ਪਿੰਡਾਂ ਵਿੱਚ ਚਲਾਈ ਜਾ ਰਹੀ 'ਸਾਨਦਾਰ ਚਾਰ ਸਾਲ, ਭਗਵੰਤ ਮਾਨ ਦੇ ਨਾਲ' ਮੁਹਿੰਮ ਵਿਧਾਨ ਸਭਾ ਦੇ ਡਿਪਟੀ ਸਪੀਕਰ ਅਤੇ ਹਲਕਾ ਗੜ੍ਹਸ਼ੰਕਰ ਦੇ ਐੱਮ.ਐੱਲ.ਏ. ਜੈ ਕ੍ਰਿਸ਼ਨ ਸਿੰਘ ਰੌੜੀ ਦੀ ਅਗਵਾਈ 'ਚ ਜ਼ੋਰਾਂ ਨਾਲ ਚਲਾਈ ਜਾ ਰਹੀ ਹੈ। [14, 256, 132, 334]
article7-col-1 [527, 514, 683, 701]
article4-col-1 [14, 1059, 164, 1229]
article8-prize-3: 20,000 (ਪਹਿਲਾ), 10,000 (ਦੂਜਾ), 5,000 (ਤੀਜਾ) 5 ਕਿਲੋਮੀਟਰ — [873, 902, 1010, 924]
article1-col3-p1: ਅੱਜਤਕ ਨੂੰ 1000 ਰੁਪਏ ਮਹੀਨਾ ਅਤੇ ਆਟਾ-ਦਾਲ ਸਕੀਮ ਤਹਿਤ ਹਰ ਪਰਿਵਾਰ ਨੂੰ ਰਾਸ਼ਨ ਦਿੱਤਾ ਜਾ ਰਿਹਾ ਹੈ। 1500 ਬੂਟੇ ਲਗਾਏ ਗਏ। [270, 338, 392, 370]
article3-col3-p2: ਅੰਤ ਵਿੱਚ ਸਾਰੇ ਬੱਚਿਆਂ ਨੂੰ ਮਠਿਆਈ ਵੰਡੀ ਗਈ ਅਤੇ ਸਮਾਗਮ ਦੀ ਸਮਾਪਤੀ ਹੋਈ। [266, 971, 380, 993]
article4-col-2 [172, 1059, 357, 1229]
footer-rule [14, 1562, 1010, 1565]
article7-col3-p1: ਕੋਈ ਵੀ ਜਾਣਕਾਰੀ ਲਈ ਪ੍ਰਬੰਧਕ ਕਮੇਟੀ ਨਾਲ ਸੰਪਰਕ ਕੀਤਾ ਜਾ ਸਕਦਾ ਹੈ। ਸ਼ਿੰਗਾਰਾ ਰਾਮ ਸਹੁੰਗੜਾ 1992 ਤੋਂ 2002 ਤੱਕ ਵਿਧਾਇਕ ਰਹੇ। [854, 514, 1011, 547]
article-students-needs [14, 722, 506, 997]
article7-col1-p1: ਸਾਬਕਾ ਵਿਧਾਇਕ ਸ਼ਿੰਗਾਰਾ ਰਾਮ ਸਹੁੰਗੜਾ ਦੀ ਨਿੱਘੀ ਯਾਦ ਨੂੰ ਸਮਰਪਿਤ 'ਚੌਥਾ ਵਿਸ਼ਾਲ ਸੰਮੇਲਨ' 2 ਅਪ੍ਰੈਲ ਨੂੰ ਕਰਵਾਇਆ ਜਾ ਰਿਹਾ ਹੈ। [527, 540, 683, 573]
publication-date: ਸ਼ੁੱਕਰਵਾਰ, 27 ਮਾਰਚ 2026 [840, 33, 958, 46]
diamond-bullet-icon: ◆ [139, 569, 146, 580]
article2-col2-p2: ਐੱਲ.ਪੀ.ਜੀ. ਸਿਲੰਡਰਾਂ ਦੀ ਸਪਲਾਈ ਆਮ ਵਾਂਗ ਜਾਰੀ ਹੈ ਅਤੇ ਕਿਸੇ ਵੀ ਖੇਤਰ ਵਿੱਚ ਕਿੱਲਤ ਨਹੀਂ ਹੈ। ਜੇਕਰ ਕੋਈ ਏਜੰਸੀ ਵੱਧ ਕੀਮਤ ਵਸੂਲਦੀ ਹੈ ਤਾਂ ਤੁਰੰਤ ਸ਼ਿਕਾਇਤ ਦਰਜ ਕਰਵਾਈ ਜਾਵੇ। [139, 622, 256, 678]
article8-col2-p1: ਇਸ ਪੰਜਾਬ ਸਰਕਾਰ ਵੱਲੋਂ ਨੂੰ ਸਨਮਾਨਿਤ ਕੀਤਾ ਗਿਆ ਅਤੇ ਜੇਤੂਆਂ ਨੂੰ ਨਕਦ ਇਨਾਮ ਦਿੱਤੇ ਗਏ। [655, 908, 754, 940]
article1-photo-indoor [140, 229, 262, 334]
article2-col3-p1: ਜ਼ਿਲ੍ਹਾ ਪ੍ਰਸ਼ਾਸਨ ਵੱਲੋਂ ਹੈਲਪਲਾਈਨ ਨੰਬਰ ਵੀ ਜਾਰੀ ਕੀਤਾ ਗਿਆ ਹੈ ਜਿਸ 'ਤੇ ਕੋਈ ਵੀ ਵਿਅਕਤੀ ਸ਼ਿਕਾਇਤ ਦਰਜ ਕਰਵਾ ਸਕਦਾ ਹੈ। ਡਿਪਟੀ ਕਮਿਸ਼ਨਰ ਨੇ ਕਿਹਾ ਕਿ ਕਾਨੂੰਨ ਦੀ ਉਲੰਘਣਾ ਕਰਨ ਵਾਲਿਆਂ ਖ਼ਿਲਾਫ਼ ਸਖ਼ਤ ਕਾਰਵਾਈ ਕੀਤੀ ਜਾਵੇਗੀ। [264, 522, 381, 589]
article2-col-1 [14, 521, 131, 716]
article5-col2-p2: ਪ੍ਰਬੰਧਕਾਂ ਨੇ ਸਮੂਹ ਰੰਗਕਰਮੀਆਂ ਅਤੇ ਸਾਹਿਤ ਪ੍ਰੇਮੀਆਂ ਨੂੰ ਸਮਾਗਮ ਵਿੱਚ ਸ਼ਾਮਲ ਹੋਣ ਦੀ ਅਪੀਲ ਕੀਤੀ ਹੈ। [275, 1319, 506, 1340]
article4-headline-line1: ਵਿਧਾਇਕ ਡਾ. ਇਸ਼ਾਂਕ ਨੇ 1 ਕਰੋੜ ਦੀ ਲਾਗਤ ਨਾਲ ਬਣ ਰਹੀ [92, 1010, 428, 1029]
article-deputy-speaker [14, 71, 506, 446]
article10-col-2 [897, 1079, 1010, 1238]
article7-col2-p1: ਸ਼ਿੰਗਾਰਾ ਰਾਮ ਸਹੁੰਗੜਾ ਦੋ ਵਾਰ ਵਿਧਾਇਕ ਰਹੇ ਅਤੇ ਉਨ੍ਹਾਂ ਨੇ ਹਲਕੇ ਦੇ ਵਿਕਾਸ ਲਈ ਅਹਿਮ ਯੋਗਦਾਨ ਪਾਇਆ। ਉਨ੍ਹਾਂ ਦੀ ਸਾਦਗੀ ਅਤੇ ਲੋਕ ਸੇਵਾ ਨੂੰ ਅੱਜ ਵੀ ਯਾਦ ਕੀਤਾ ਜਾਂਦਾ ਹੈ। [690, 628, 847, 672]
article9-col2-p1: ਜਾਗਰਣ ਵਿੱਚ ਵੱਡੀ ਗਿਣਤੀ ਵਿੱਚ ਸ਼ਰਧਾਲੂਆਂ ਨੇ ਸ਼ਿਰਕਤ ਕੀਤੀ ਅਤੇ ਮਾਤਾ ਦੀ ਭੇਟਾਂ ਸੁਣ ਕੇ ਝੂਮ ਉੱਠੇ। ਪ੍ਰਬੰਧਕਾਂ ਵੱਲੋਂ ਵਿਸ਼ਾਲ ਭੰਡਾਰੇ ਦਾ ਪ੍ਰਬੰਧ ਵੀ ਕੀਤਾ ਗਿਆ ਸੀ। [645, 1060, 755, 1115]
article3-headline-line1: ਵਿਦਿਆਰਥੀਆਂ ਦੀਆਂ ਜ਼ਰੂਰਤਾਂ ਦਾ ਧਿਆਨ [94, 728, 426, 754]
article6-col-2 [691, 158, 847, 273]
article3-col3-p1: ਨਵਾਂਸ਼ਹਿਰ ਦੀ ਮੰਡੀ ਕੰਪਲੈਕਸ ਵਿੱਚ ਆਯੋਜਿਤ ਇਸ ਸਮਾਗਮ ਦੌਰਾਨ ਬੱਚਿਆਂ ਨੇ ਸੱਭਿਆਚਾਰਕ ਪ੍ਰੋਗਰਾਮ ਵੀ ਪੇਸ਼ ਕੀਤਾ ਜਿਸ ਨੂੰ ਸਭ ਨੇ ਸਲਾਹਿਆ। [266, 923, 380, 967]
article1-col4-p1: ਨੌਜਵਾਨਾਂ ਲਈ ਆਪਣੇ 'ਤੇ ਵਿਸ਼ਵਾਸ ਰੱਖਿਆ ਹੈ। ਉਨ੍ਹਾਂ ਦੇ ਪਿਆਰ ਅਤੇ ਸਹਿਯੋਗ ਸਦਕਾ ਹੀ ਸਰਕਾਰ ਇਨ੍ਹਾਂ ਚਾਰ ਸਾਲਾਂ ਵਿੱਚ ਲੋਕ ਪੱਖੀ ਫ਼ੈਸਲੇ ਲੈਣ ਵਿੱਚ ਕਾਮਯਾਬ ਰਹੀ ਹੈ। [400, 230, 506, 285]
article-world-theatre-day [14, 1257, 506, 1382]
article6-headline-line2: ਪੰਚਾਇਤ ਮੈਂਬਰਾਂ ਨੇ ਬਗਾਵਤ ਸ਼ੁਰੂ ਕੀਤੀ [623, 97, 914, 123]
article8-prize-1: 5,000 (ਚੌਥਾ) 21 ਕਿਲੋਮੀਟਰ — 30,000 [873, 862, 988, 872]
article8-prizes-head: ਇਨਾਮੀ ਰਾਸ਼ੀ 42 ਕਿਲੋਮੀਟਰ [873, 822, 952, 832]
article2-col-2 [139, 521, 256, 716]
article4-col1-p2: ਉਨ੍ਹਾਂ ਨੇ ਅਧਿਕਾਰੀਆਂ ਨੂੰ ਹਦਾਇਤ ਕੀਤੀ ਕਿ ਕੰਮ ਦੀ ਗੁਣਵੱਤਾ ਨਾਲ ਕੋਈ ਸਮਝੌਤਾ ਨਾ ਕੀਤਾ ਜਾਵੇ ਅਤੇ ਨਿਰਧਾਰਤ ਸਮੇਂ ਵਿੱਚ ਕੰਮ ਮੁਕੰਮਲ ਕੀਤਾ ਜਾਵੇ। [14, 1123, 164, 1156]
article7-highlight-box [691, 517, 847, 559]
article8-prize-0: 1,00,000 (ਪਹਿਲਾ), 1,50,000 (ਦੂਜਾ), 40,000 (ਤੀਜਾ) [873, 836, 1010, 858]
article2-headline-line1: ਜ਼ਿਲ੍ਹਾ ਪ੍ਰਸ਼ਾਸਨ ਵੱਲੋਂ ਗੈਸ ਏਜੰਸੀਆਂ ਅਤੇ ਪੈਟਰੋਲ ਪੰਪਾਂ [46, 458, 474, 484]
article10-portrait-caption: Mrs. Aashika Jain [898, 1140, 1009, 1148]
article2-columns [14, 521, 506, 716]
article2-col1-p2: ਉਨ੍ਹਾਂ ਕਿਹਾ ਕਿ ਜ਼ਿਲ੍ਹਾ ਪ੍ਰਸ਼ਾਸਨ ਵੱਲੋਂ ਗੈਸ ਏਜੰਸੀਆਂ ਅਤੇ ਪੈਟਰੋਲ ਪੰਪਾਂ 'ਤੇ ਲਗਾਤਾਰ ਨਜ਼ਰ ਰੱਖੀ ਜਾ ਰਹੀ ਹੈ ਤਾਂ ਜੋ ਕੋਈ ਵੀ ਜਮ੍ਹਾਂਖੋਰੀ ਜਾਂ ਕਾਲਾਬਾਜ਼ਾਰੀ ਨਾ ਕਰ ਸਕੇ। [14, 608, 131, 652]
article3-school-event-photo [140, 791, 380, 919]
article5-headline: ਵਿਸ਼ਵ ਰੰਗਮੰਚ ਦਿਹਾੜਾ 27 ਨੂੰ ਪ੍ਰੋ. ਵਰਿਆਮ ਸੰਧੂ ਹੋਣਗੇ ਮੁੱਖ ਵਕਤਾ [66, 1264, 454, 1283]
spacer-right-bottom [516, 1257, 1010, 1382]
article10-headline-line1: ਐੱਲ.ਪੀ.ਜੀ, ਪੈਟਰੋਲ ਤੇ ਡੀਜ਼ਲ ਦੀ [797, 1010, 989, 1029]
article1-col1-p2: ਉਨ੍ਹਾਂ ਨਾਲ ਇਸ ਮੌਕੇ ਰਾਜਵੀਰ ਸਿੰਘ ਮਾਨ ਜੀ ਅਗਵਾਈ ਹੇਠ ਵੱਖ-ਵੱਖ ਪਿੰਡਾਂ ਵਿੱਚ ਇਕੱਤਰਤਾਵਾਂ ਕਰਕੇ ਲੋਕਾਂ ਤੱਕ ਪੰਜਾਬ ਸਰਕਾਰ ਦੀਆਂ ਨੀਤੀਆਂ ਪਹੁੰਚਾਈਆਂ ਜਾ ਰਹੀਆਂ ਹਨ। ਡਿਪਟੀ ਸਪੀਕਰ ਜੈ ਕ੍ਰਿਸ਼ਨ ਸਿੰਘ ਰੌੜੀ ਨੇ ਕਿਹਾ ਕਿ ਸਰਕਾਰ ਨੇ ਚਾਰ ਸਾਲਾਂ ਵਿੱਚ ਅਨੇਕਾਂ ਇਤਿਹਾਸਕ ਫੈਸਲੇ ਲਏ ਹਨ। [14, 338, 132, 428]
article2-headline-line2: ਤੇ ਰੱਖੀ ਜਾ ਰਹੀ ਹੈ ਪੈਨੀ ਨਜ਼ਰ : ਡਿਪਟੀ ਕਮਿਸ਼ਨਰ [68, 485, 452, 511]
article3-col2-p1: ਨਿਸ਼ਕਾਮੀ ਆਰ.ਕੇ. ਜੈਨ, ਪ੍ਰਿੰਸੀਪਲ ਮੈਡਮ ਨੇ ਤ੍ਰਿਪਤਾ ਜੈਨ ਦਾ ਧੰਨਵਾਦ ਕੀਤਾ ਅਤੇ ਕਿਹਾ ਕਿ ਅਜਿਹੇ ਉਪਰਾਲੇ ਸਮਾਜ ਲਈ ਪ੍ਰੇਰਨਾਦਾਇਕ ਹਨ। [140, 923, 254, 967]
article7-columns [527, 514, 1010, 701]
article5-col2-p1: ਨਾਟਕ ਮੰਚ ਵੱਲੋਂ ਰੰਗਮੰਚ ਦੀ ਮਹੱਤਤਾ ਬਾਰੇ ਵਿਚਾਰ ਚਰਚਾ ਕਰਵਾਈ ਜਾਵੇਗੀ ਅਤੇ ਨਾਟਕ ਵੀ ਖੇਡੇ ਜਾਣਗੇ। [275, 1293, 506, 1315]
article7-headline-line1: ਸਾਬਕਾ ਵਿਧਾਇਕ ਸ਼ਿੰਗਾਰਾ ਰਾਮ ਸਹੁੰਗੜਾ ਦੀ ਨਿੱਘੀ [600, 459, 937, 481]
article10-col2-p1: ਪ੍ਰਸ਼ਾਸਨ ਵੱਲੋਂ ਲਗਾਤਾਰ ਨਿਗਰਾਨੀ ਕੀਤੀ ਜਾ ਰਹੀ ਹੈ ਅਤੇ ਕਾਲਾ ਬਾਜ਼ਾਰੀ ਕਰਨ ਵਾਲਿਆਂ ਖ਼ਿਲਾਫ਼ ਸਖ਼ਤ ਕਾਰਵਾਈ ਕੀਤੀ ਜਾਵੇਗੀ। [897, 1153, 1010, 1197]
article5-byline-line2: ਜਲੰਧਰ (ਜਸਪਾਲ ਸਿੰਘ ਸੁਕਰਚੱਕ) [39, 1306, 139, 1316]
article10-headline-line2: ਸਪਲਾਈ ਲਗਾਤਾਰ ਜਾਰੀ, ਘਬਰਾਉਣ [787, 1030, 999, 1049]
article4-col3-p1: ਮੰਡੀ ਤੱਕ ਸੁਚਾਰੂ ਢੰਗ ਨਾਲ ਪਹੁੰਚਾਉਣ ਵਿੱਚ ਮਦਦ ਕਰੇਗੀ, ਜਿਸ ਨਾਲ ਕਿਸਾਨ ਜਿਸ ਨਾਲ ਕਨੈਕਟੀਵਿਟੀ ਵਿੱਚ ਸੁਧਾਰ ਹੋਵੇਗਾ ਅਤੇ ਕਿਸਾਨਾਂ ਦੀਆਂ ਆਰਥਿਕ ਗਤੀਵਿਧੀਆਂ ਨੂੰ ਹੁਲਾਰਾ ਮਿਲੇਗਾ। [365, 1060, 506, 1104]
